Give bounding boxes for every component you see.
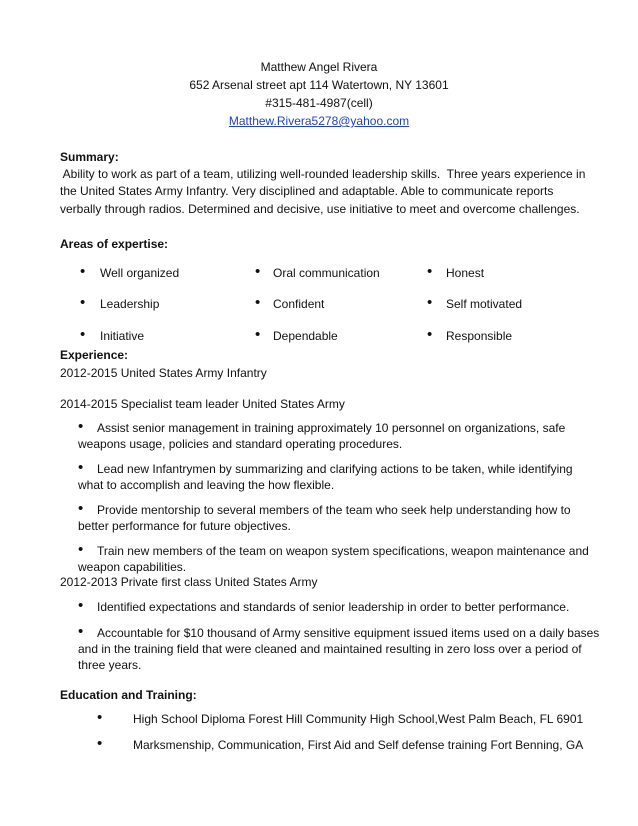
expertise-item: Oral communication: [273, 266, 380, 280]
duty-line: Provide mentorship to several members of the team who seek help understanding how to: [97, 503, 571, 517]
duty-line: better performance for future objectives.: [78, 519, 291, 533]
education-heading: Education and Training:: [60, 688, 197, 702]
expertise-item: Leadership: [100, 297, 160, 311]
expertise-item: Responsible: [446, 329, 513, 343]
expertise-item: Initiative: [100, 329, 145, 343]
bullet-icon: •: [80, 294, 86, 311]
education-item: Marksmenship, Communication, First Aid and Self defense training Fort Benning, GA: [133, 738, 584, 752]
applicant-name: Matthew Angel Rivera: [260, 60, 378, 74]
bullet-icon: •: [255, 263, 261, 280]
bullet-icon: •: [255, 326, 261, 343]
duty-line: Lead new Infantrymen by summarizing and clarifying actions to be taken, while identifying: [97, 462, 573, 476]
duty-line: Assist senior management in training approximately 10 personnel on organizations, safe: [97, 421, 566, 435]
duty-line: and in the training field that were cleaned and maintained resulting in zero loss over a period of: [78, 642, 582, 656]
duty-line: Identified expectations and standards of senior leadership in order to better performance.: [97, 600, 570, 614]
role-title: 2012-2013 Private first class United States Army: [60, 575, 318, 589]
bullet-icon: •: [427, 326, 433, 343]
duty-line: weapons usage, policies and standard operating procedures.: [78, 437, 403, 451]
bullet-icon: •: [97, 735, 103, 752]
bullet-icon: •: [80, 263, 86, 280]
bullet-icon: •: [427, 294, 433, 311]
bullet-icon: •: [80, 326, 86, 343]
bullet-icon: •: [78, 541, 84, 558]
expertise-item: Self motivated: [446, 297, 523, 311]
summary-line-1: Ability to work as part of a team, utilizing well-rounded leadership skills. Three years experience in: [60, 167, 586, 181]
phone: #315-481-4987(cell): [265, 96, 373, 110]
expertise-item: Honest: [446, 266, 485, 280]
expertise-item: Well organized: [100, 266, 180, 280]
bullet-icon: •: [97, 709, 103, 726]
expertise-item: Dependable: [273, 329, 338, 343]
duty-line: weapon capabilities.: [78, 560, 187, 574]
duty-line: Accountable for $10 thousand of Army sensitive equipment issued items used on a daily bases: [97, 626, 600, 640]
email-line: [0, 112, 638, 130]
bullet-icon: •: [78, 597, 84, 614]
education-item: High School Diploma Forest Hill Community High School,West Palm Beach, FL 6901: [133, 712, 584, 726]
bullet-icon: •: [255, 294, 261, 311]
expertise-item: Confident: [273, 297, 325, 311]
summary-line-3: verbally through radios. Determined and decisive, use initiative to meet and overcome challenges.: [60, 202, 580, 216]
bullet-icon: •: [427, 263, 433, 280]
summary-heading: Summary:: [60, 150, 119, 164]
duty-line: three years.: [78, 658, 142, 672]
address: 652 Arsenal street apt 114 Watertown, NY 13601: [189, 78, 449, 92]
expertise-heading: Areas of expertise:: [60, 237, 169, 251]
experience-heading: Experience:: [60, 348, 129, 362]
bullet-icon: •: [78, 500, 84, 517]
duty-line: Train new members of the team on weapon system specifications, weapon maintenance and: [97, 544, 589, 558]
role-title: 2014-2015 Specialist team leader United States Army: [60, 397, 345, 411]
duty-line: what to accomplish and leaving the how flexible.: [78, 478, 335, 492]
email-link[interactable]: Matthew.Rivera5278@yahoo.com: [228, 114, 410, 128]
experience-overall: 2012-2015 United States Army Infantry: [60, 366, 267, 380]
bullet-icon: •: [78, 623, 84, 640]
summary-line-2: the United States Army Infantry. Very disciplined and adaptable. Able to communicate reports: [60, 184, 554, 198]
bullet-icon: •: [78, 459, 84, 476]
bullet-icon: •: [78, 418, 84, 435]
